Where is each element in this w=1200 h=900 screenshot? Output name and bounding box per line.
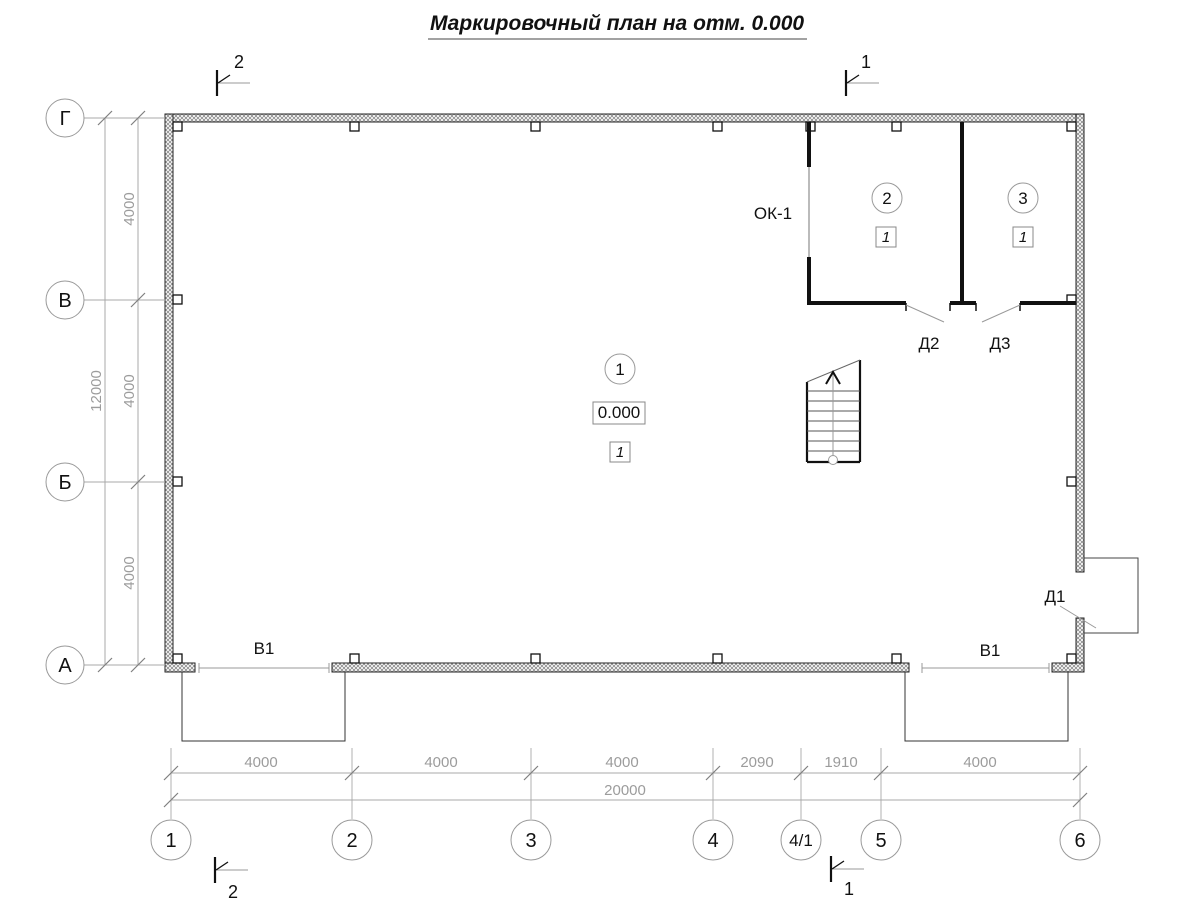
wall-left [165,114,173,672]
axis-label: 4/1 [789,831,813,850]
axis-label: А [58,655,72,677]
window-label: ОК-1 [753,204,793,223]
exterior-walls [165,114,1084,672]
section-number: 2 [227,882,239,900]
section-mark-bottom-right [831,856,864,899]
section-arrowhead [216,862,228,870]
dim-value: 4000 [424,754,458,771]
column [173,122,182,131]
door2-label: Д2 [918,334,940,353]
dim-value: 1910 [824,754,858,771]
dim-value: 4000 [963,754,997,771]
section-mark-top-right [846,52,879,96]
door2-leader [906,305,944,322]
door3-label: Д3 [989,334,1011,353]
section-mark-top-left [217,52,250,96]
dim-value: 4000 [121,556,138,590]
column [350,654,359,663]
wall-right-upper [1076,114,1084,572]
section-number: 2 [233,52,245,72]
dim-value: 4000 [244,754,278,771]
gate-left-label: В1 [253,639,275,658]
axis-label: В [58,290,72,312]
section-number: 1 [843,879,855,899]
axis-label: Г [59,108,71,130]
column [713,654,722,663]
column [173,477,182,486]
section-number: 1 [860,52,872,72]
door3-leader [982,305,1020,322]
section-arrowhead [847,75,859,83]
column [1067,477,1076,486]
window-ok1 [754,167,809,257]
column [713,122,722,131]
floor-type-room2: 1 [881,229,891,246]
section-mark-bottom-left [215,857,248,900]
column [173,654,182,663]
door1-label: Д1 [1044,587,1066,606]
section-arrowhead [832,861,844,869]
dim-total: 20000 [604,782,646,799]
column [1067,122,1076,131]
gate-left-ramp [182,672,345,741]
column [892,122,901,131]
floor-type-main: 1 [615,444,625,461]
section-arrowhead [218,75,230,83]
dim-value: 4000 [121,192,138,226]
wall-bottom-right [1052,663,1084,672]
axis-grid-left [46,99,165,684]
gate-right-ramp [905,672,1068,741]
column [1067,654,1076,663]
wall-top [165,114,1084,122]
dim-value: 4000 [605,754,639,771]
dim-total: 12000 [88,370,105,412]
axis-label: Б [58,472,72,494]
gate-right-label: В1 [979,641,1001,660]
elevation-value: 0.000 [597,403,641,422]
room2-number: 2 [882,189,892,208]
room1-number: 1 [615,360,625,379]
axis-label: 1 [165,830,177,852]
stair-path-start [829,456,838,465]
gates [182,639,1068,741]
room3-number: 3 [1018,189,1028,208]
dim-value: 4000 [121,374,138,408]
stairs [807,360,860,465]
axis-label: 6 [1074,830,1086,852]
wall-bottom-middle [332,663,909,672]
column [173,295,182,304]
column [892,654,901,663]
doors [906,305,1138,633]
page-title: Маркировочный план на отм. 0.000 [429,12,805,35]
column [531,122,540,131]
axis-grid-bottom [151,748,1100,860]
axis-label: 4 [707,830,719,852]
partitions [807,122,1076,303]
axis-label: 5 [875,830,887,852]
dim-value: 2090 [740,754,774,771]
column [531,654,540,663]
drawing-title [428,12,807,39]
axis-label: 2 [346,830,358,852]
column [350,122,359,131]
wall-bottom-left [165,663,195,672]
floor-type-room3: 1 [1018,229,1028,246]
columns [173,122,1076,663]
entrance-porch [1084,558,1138,633]
room-marks [593,183,1038,462]
axis-label: 3 [525,830,537,852]
